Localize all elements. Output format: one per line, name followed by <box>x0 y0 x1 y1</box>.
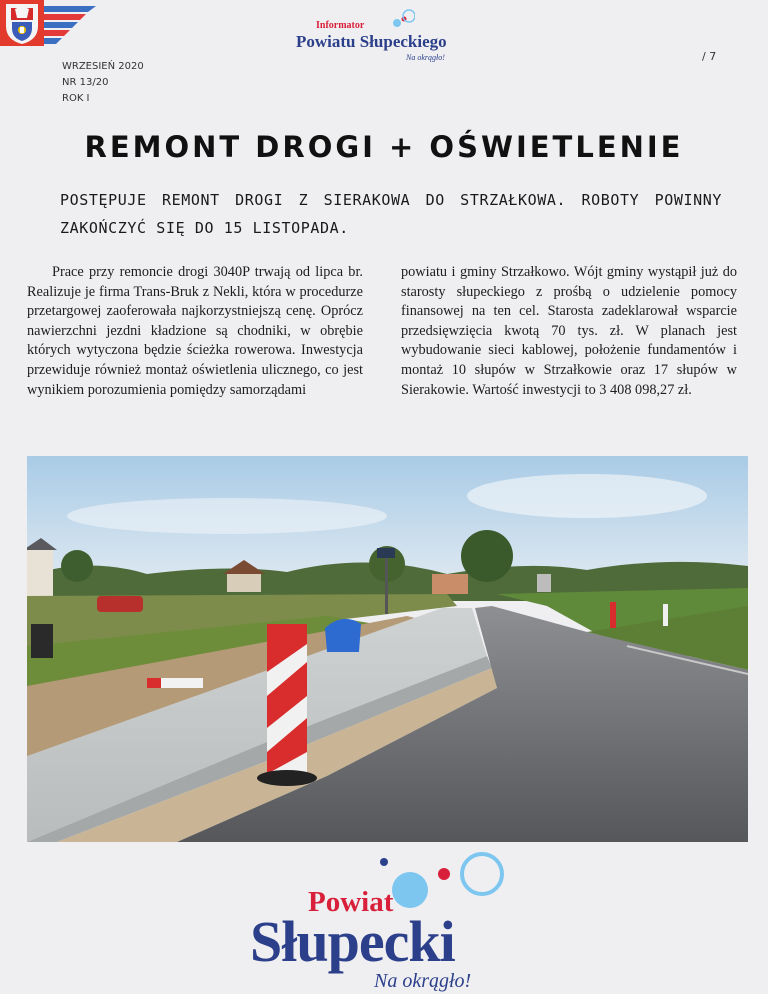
county-crest-icon <box>0 0 44 46</box>
publication-slogan: Na okrągło! <box>406 53 445 62</box>
article-body-left-column: Prace przy remoncie drogi 3040P trwają od lipca br. Realizuje je firma Trans-Bruk z Nekli, która w procedurze przetargowej zaoferowała najkorzystniejszą cenę. Oprócz nawierzchni jezdni kładzione są chodniki, w obrębie których wytyczona będzie ścieżka rowerowa. Inwestycja przewiduje również montaż oświetlenia ulicznego, co jest wynikiem porozumienia pomiędzy samorządami <box>27 264 363 398</box>
article-headline: REMONT DROGI + OŚWIETLENIE <box>84 130 684 164</box>
logo-slogan: Na okrągło! <box>374 970 472 992</box>
publication-name: Powiatu Słupeckiego <box>296 32 447 51</box>
issue-year: ROK I <box>62 93 90 104</box>
road-construction-photo <box>27 456 748 842</box>
issue-meta <box>62 59 144 107</box>
decorative-stripes <box>44 0 96 46</box>
logo-word-slupecki: Słupecki <box>250 909 455 974</box>
issue-date: WRZESIEŃ 2020 <box>62 61 144 72</box>
publication-logo <box>296 8 476 66</box>
issue-number: NR 13/20 <box>62 77 109 88</box>
article-body-right-column: powiatu i gminy Strzałkowo. Wójt gminy wystąpił już do starosty słupeckiego z prośbą o udzielenie pomocy finansowej na ten cel. Starosta zadeklarował wsparcie przedsięwzięcia kwotą 70 tys. zł. W planach jest wybudowanie sieci kablowej, położenie fundamentów i montaż 10 słupów w Strzałkowie oraz 17 słupów w Sierakowie. Wartość inwestycji to 3 408 098,27 zł. <box>401 264 737 398</box>
logo-bubbles-icon <box>391 8 415 30</box>
county-logo <box>250 848 520 994</box>
article-lead: POSTĘPUJE REMONT DROGI Z SIERAKOWA DO STRZAŁKOWA. ROBOTY POWINNY ZAKOŃCZYĆ SIĘ DO 15 LISTOPADA. <box>60 191 722 237</box>
page-number: / 7 <box>702 50 717 63</box>
publication-kicker: Informator <box>316 20 365 31</box>
logo-word-powiat: Powiat <box>308 886 394 918</box>
